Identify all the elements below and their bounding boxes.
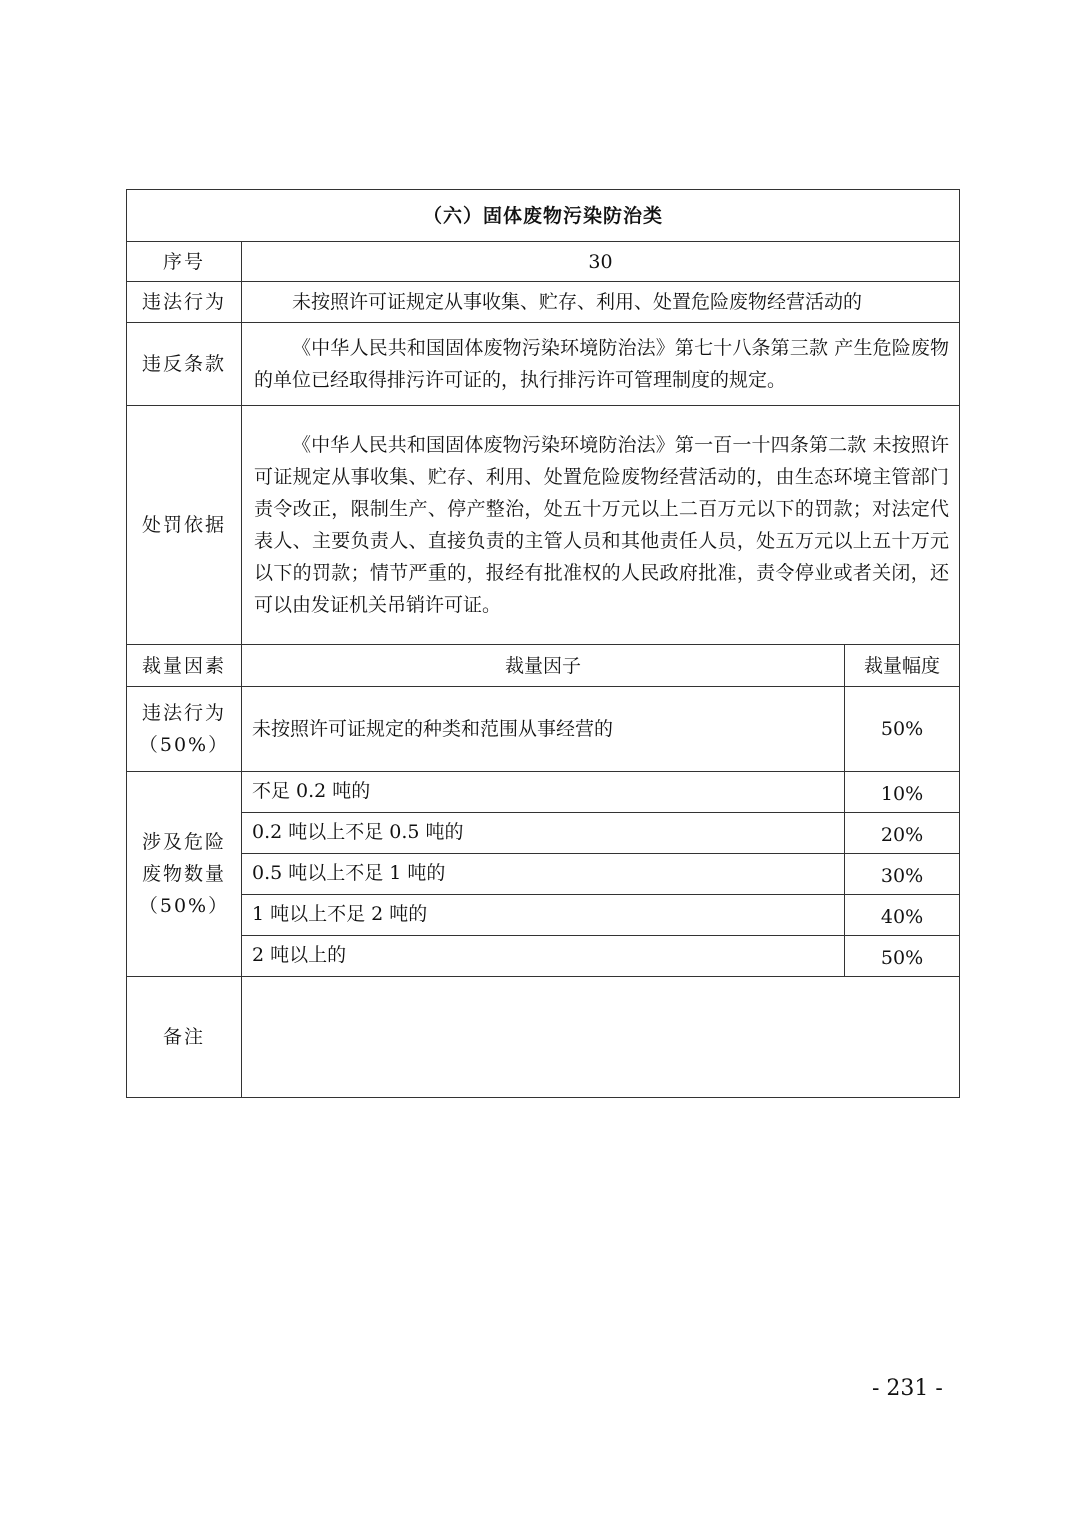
- quantity-row-pct: 30%: [845, 854, 960, 895]
- factor-quantity-label: [127, 772, 242, 977]
- violated-clause-label: 违反条款: [127, 323, 242, 406]
- violated-clause-text: 《中华人民共和国固体废物污染环境防治法》第七十八条第三款 产生危险废物的单位已经取得排污许可证的，执行排污许可管理制度的规定。: [242, 323, 960, 406]
- discretion-factor-label: 裁量因素: [127, 645, 242, 687]
- page-number: - 231 -: [872, 1376, 943, 1401]
- factor-illegal-text: 未按照许可证规定的种类和范围从事经营的: [242, 687, 845, 772]
- remarks-text: [242, 977, 960, 1098]
- quantity-row-text: 不足 0.2 吨的: [242, 772, 845, 813]
- quantity-row-text: 2 吨以上的: [242, 936, 845, 977]
- quantity-row-text: 0.2 吨以上不足 0.5 吨的: [242, 813, 845, 854]
- quantity-row-pct: 10%: [845, 772, 960, 813]
- quantity-row-pct: 50%: [845, 936, 960, 977]
- factor-illegal-label-line2: （50%）: [138, 734, 230, 756]
- factor-illegal-label: [127, 687, 242, 772]
- factor-quantity-label-line2: 废物数量: [141, 863, 226, 885]
- illegal-act-label: 违法行为: [127, 282, 242, 323]
- factor-quantity-label-line3: （50%）: [138, 895, 230, 917]
- discretion-factor-column-header: 裁量因子: [242, 645, 845, 687]
- serial-label: 序号: [127, 242, 242, 282]
- serial-value: 30: [242, 242, 960, 282]
- quantity-row-pct: 40%: [845, 895, 960, 936]
- quantity-row-text: 0.5 吨以上不足 1 吨的: [242, 854, 845, 895]
- remarks-label: 备注: [127, 977, 242, 1098]
- factor-illegal-label-line1: 违法行为: [141, 702, 226, 724]
- penalty-basis-text: 《中华人民共和国固体废物污染环境防治法》第一百一十四条第二款 未按照许可证规定从事收集、贮存、利用、处置危险废物经营活动的，由生态环境主管部门责令改正，限制生产、停产整治，处五十万元以上二百万元以下的罚款；对法定代表人、主要负责人、直接负责的主管人员和其他责任人员，处五万元以上五十万元以下的罚款；情节严重的，报经有批准权的人民政府批准，责令停业或者关闭，还可以由发证机关吊销许可证。: [242, 406, 960, 645]
- factor-quantity-label-line1: 涉及危险: [141, 831, 226, 853]
- factor-illegal-pct: 50%: [845, 687, 960, 772]
- illegal-act-text: 未按照许可证规定从事收集、贮存、利用、处置危险废物经营活动的: [242, 282, 960, 323]
- penalty-basis-label: 处罚依据: [127, 406, 242, 645]
- penalty-discretion-table: [126, 189, 960, 1098]
- quantity-row-pct: 20%: [845, 813, 960, 854]
- section-title: （六）固体废物污染防治类: [127, 190, 960, 242]
- quantity-row-text: 1 吨以上不足 2 吨的: [242, 895, 845, 936]
- discretion-range-column-header: 裁量幅度: [845, 645, 960, 687]
